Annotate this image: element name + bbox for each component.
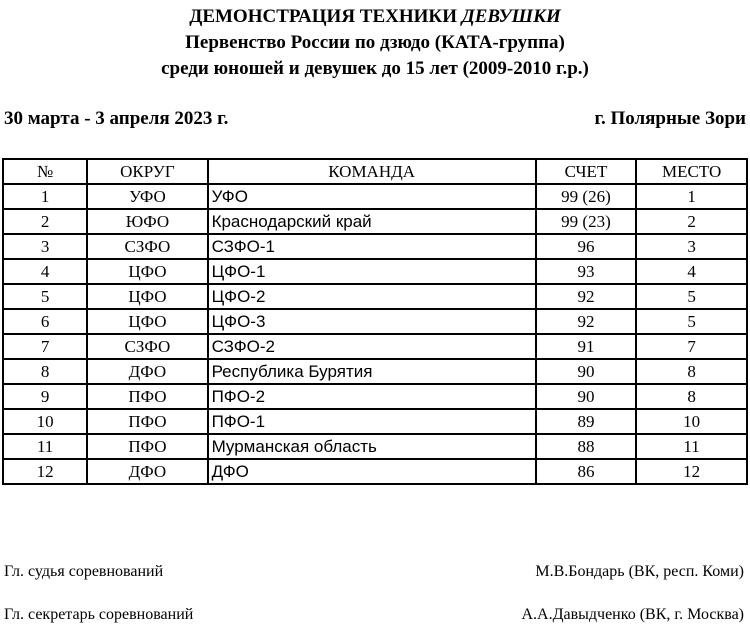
- table-row: [3, 309, 747, 334]
- cell-num: 7: [3, 334, 87, 359]
- judge-label: Гл. судья соревнований: [4, 563, 164, 580]
- cell-num: 1: [3, 184, 87, 209]
- column-header-team: КОМАНДА: [208, 159, 536, 184]
- table-row: [3, 384, 747, 409]
- cell-num: 6: [3, 309, 87, 334]
- cell-num: 5: [3, 284, 87, 309]
- cell-okrug: ПФО: [87, 434, 207, 459]
- cell-team: ПФО-2: [208, 384, 536, 409]
- cell-okrug: ПФО: [87, 384, 207, 409]
- cell-place: 2: [636, 209, 747, 234]
- cell-score: 99 (23): [536, 209, 637, 234]
- cell-score: 92: [536, 284, 637, 309]
- title-category: ДЕВУШКИ: [461, 6, 561, 27]
- signature-secretary: [4, 606, 744, 624]
- competition-name: Первенство России по дзюдо (КАТА-группа): [185, 32, 565, 53]
- cell-okrug: СЗФО: [87, 234, 207, 259]
- secretary-name: А.А.Давыдченко (ВК, г. Москва): [521, 606, 744, 623]
- cell-place: 11: [636, 434, 747, 459]
- cell-team: Республика Бурятия: [208, 359, 536, 384]
- cell-place: 7: [636, 334, 747, 359]
- cell-okrug: ЦФО: [87, 259, 207, 284]
- column-header-num: №: [3, 159, 87, 184]
- column-header-place: МЕСТО: [636, 159, 747, 184]
- table-row: [3, 434, 747, 459]
- column-header-okrug: ОКРУГ: [87, 159, 207, 184]
- event-meta: [4, 108, 746, 130]
- judge-name: М.В.Бондарь (ВК, респ. Коми): [535, 563, 744, 580]
- signature-judge: [4, 563, 744, 581]
- cell-score: 93: [536, 259, 637, 284]
- cell-score: 99 (26): [536, 184, 637, 209]
- cell-place: 10: [636, 409, 747, 434]
- cell-place: 4: [636, 259, 747, 284]
- table-header-row: [3, 159, 747, 184]
- table-row: [3, 284, 747, 309]
- cell-score: 90: [536, 359, 637, 384]
- document-title: [0, 4, 750, 30]
- table-row: [3, 334, 747, 359]
- title-prefix: ДЕМОНСТРАЦИЯ ТЕХНИКИ: [189, 6, 462, 27]
- cell-okrug: ЮФО: [87, 209, 207, 234]
- cell-okrug: ДФО: [87, 459, 207, 484]
- column-header-score: СЧЕТ: [536, 159, 637, 184]
- secretary-label: Гл. секретарь соревнований: [4, 606, 194, 623]
- results-table: [2, 158, 748, 485]
- table-row: [3, 259, 747, 284]
- cell-team: Краснодарский край: [208, 209, 536, 234]
- cell-okrug: ЦФО: [87, 284, 207, 309]
- cell-num: 3: [3, 234, 87, 259]
- cell-okrug: УФО: [87, 184, 207, 209]
- table-row: [3, 209, 747, 234]
- cell-num: 12: [3, 459, 87, 484]
- cell-place: 5: [636, 284, 747, 309]
- cell-okrug: ПФО: [87, 409, 207, 434]
- cell-team: ПФО-1: [208, 409, 536, 434]
- cell-num: 2: [3, 209, 87, 234]
- document-title-block: [0, 4, 750, 82]
- cell-score: 92: [536, 309, 637, 334]
- table-row: [3, 459, 747, 484]
- table-row: [3, 409, 747, 434]
- cell-team: ЦФО-3: [208, 309, 536, 334]
- cell-num: 4: [3, 259, 87, 284]
- cell-team: УФО: [208, 184, 536, 209]
- cell-num: 8: [3, 359, 87, 384]
- cell-place: 5: [636, 309, 747, 334]
- cell-place: 3: [636, 234, 747, 259]
- cell-score: 86: [536, 459, 637, 484]
- cell-team: СЗФО-1: [208, 234, 536, 259]
- event-location: г. Полярные Зори: [594, 108, 746, 129]
- cell-score: 90: [536, 384, 637, 409]
- cell-num: 9: [3, 384, 87, 409]
- cell-okrug: ДФО: [87, 359, 207, 384]
- cell-num: 11: [3, 434, 87, 459]
- cell-num: 10: [3, 409, 87, 434]
- cell-team: ЦФО-2: [208, 284, 536, 309]
- cell-score: 96: [536, 234, 637, 259]
- cell-okrug: ЦФО: [87, 309, 207, 334]
- table-row: [3, 184, 747, 209]
- event-dates: 30 марта - 3 апреля 2023 г.: [4, 108, 229, 129]
- cell-team: СЗФО-2: [208, 334, 536, 359]
- cell-score: 91: [536, 334, 637, 359]
- cell-team: ДФО: [208, 459, 536, 484]
- age-group: среди юношей и девушек до 15 лет (2009-2010 г.р.): [161, 58, 589, 79]
- cell-team: Мурманская область: [208, 434, 536, 459]
- cell-place: 12: [636, 459, 747, 484]
- cell-okrug: СЗФО: [87, 334, 207, 359]
- cell-place: 8: [636, 359, 747, 384]
- cell-team: ЦФО-1: [208, 259, 536, 284]
- cell-score: 89: [536, 409, 637, 434]
- table-row: [3, 234, 747, 259]
- cell-place: 8: [636, 384, 747, 409]
- cell-place: 1: [636, 184, 747, 209]
- cell-score: 88: [536, 434, 637, 459]
- table-row: [3, 359, 747, 384]
